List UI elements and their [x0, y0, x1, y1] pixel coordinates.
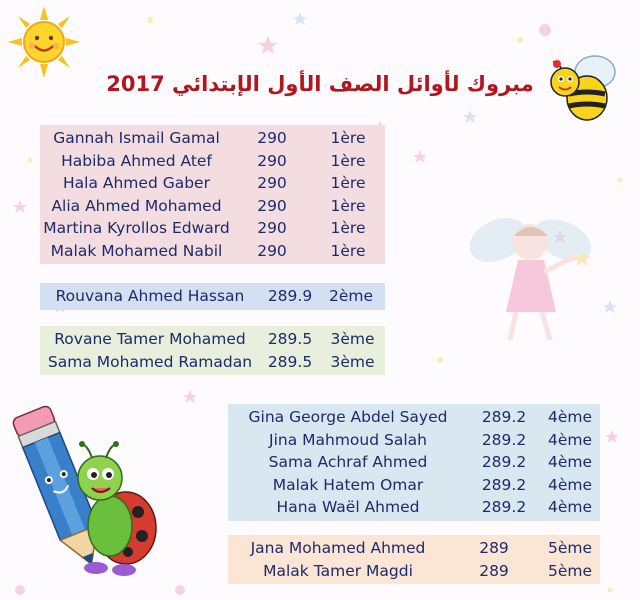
student-score: 289.5: [267, 352, 313, 371]
table-row: [228, 537, 600, 560]
student-name: Habiba Ahmed Atef: [61, 151, 212, 170]
student-name: Hala Ahmed Gaber: [63, 174, 210, 193]
student-score: 290: [257, 196, 287, 215]
student-name: Martina Kyrollos Edward: [43, 219, 230, 238]
student-rank: 4ème: [547, 475, 593, 494]
rank-group-2: [40, 283, 385, 310]
student-rank: 5ème: [547, 561, 593, 580]
student-name: Alia Ahmed Mohamed: [51, 196, 222, 215]
table-row: [228, 496, 600, 519]
ladybug-icon: [66, 440, 166, 580]
table-row: [40, 217, 385, 240]
student-name: Sama Mohamed Ramadan: [47, 352, 253, 371]
sun-icon: [8, 6, 80, 78]
table-row: [40, 328, 385, 351]
student-score: 290: [257, 129, 287, 148]
student-rank: 1ère: [330, 196, 366, 215]
table-row: [40, 240, 385, 263]
table-row: [40, 285, 385, 308]
student-rank: 1ère: [330, 129, 366, 148]
student-rank: 5ème: [547, 539, 593, 558]
student-rank: 2ème: [328, 287, 374, 306]
student-name: Malak Hatem Omar: [272, 475, 424, 494]
student-rank: 4ème: [547, 430, 593, 449]
student-name: Gannah Ismail Gamal: [53, 129, 220, 148]
table-row: [228, 474, 600, 497]
student-rank: 1ère: [330, 219, 366, 238]
rank-group-1: [40, 125, 385, 264]
student-name: Jana Mohamed Ahmed: [250, 539, 426, 558]
table-row: [228, 560, 600, 583]
student-score: 290: [257, 174, 287, 193]
table-row: [40, 172, 385, 195]
rank-group-4: [228, 404, 600, 521]
student-rank: 1ère: [330, 151, 366, 170]
student-rank: 4ème: [547, 453, 593, 472]
student-name: Malak Tamer Magdi: [263, 561, 413, 580]
student-score: 289.2: [481, 430, 527, 449]
student-score: 289.2: [481, 475, 527, 494]
student-rank: 1ère: [330, 174, 366, 193]
rank-group-3: [40, 326, 385, 375]
student-score: 290: [257, 219, 287, 238]
student-name: Hana Waël Ahmed: [276, 498, 420, 517]
student-rank: 4ème: [547, 498, 593, 517]
student-score: 289: [479, 561, 509, 580]
student-score: 290: [257, 241, 287, 260]
student-rank: 3ème: [330, 330, 375, 349]
student-score: 289: [479, 539, 509, 558]
table-row: [228, 429, 600, 452]
student-name: Gina George Abdel Sayed: [248, 408, 448, 427]
table-row: [228, 406, 600, 429]
table-row: [40, 127, 385, 150]
table-row: [40, 195, 385, 218]
student-name: Sama Achraf Ahmed: [268, 453, 428, 472]
student-score: 289.5: [267, 330, 313, 349]
student-name: Malak Mohamed Nabil: [50, 241, 223, 260]
table-row: [40, 351, 385, 374]
student-name: Jina Mahmoud Salah: [269, 430, 427, 449]
student-name: Rouvana Ahmed Hassan: [55, 287, 245, 306]
table-row: [228, 451, 600, 474]
student-score: 289.2: [481, 408, 527, 427]
student-score: 289.9: [267, 287, 313, 306]
student-rank: 4ème: [547, 408, 593, 427]
student-score: 290: [257, 151, 287, 170]
page-title: مبروك لأوائل الصف الأول الإبتدائي 2017: [106, 72, 534, 96]
student-rank: 3ème: [330, 352, 375, 371]
student-score: 289.2: [481, 498, 527, 517]
student-rank: 1ère: [330, 241, 366, 260]
rank-group-5: [228, 535, 600, 584]
student-score: 289.2: [481, 453, 527, 472]
fairy-icon: [458, 200, 608, 350]
table-row: [40, 150, 385, 173]
student-name: Rovane Tamer Mohamed: [54, 330, 246, 349]
